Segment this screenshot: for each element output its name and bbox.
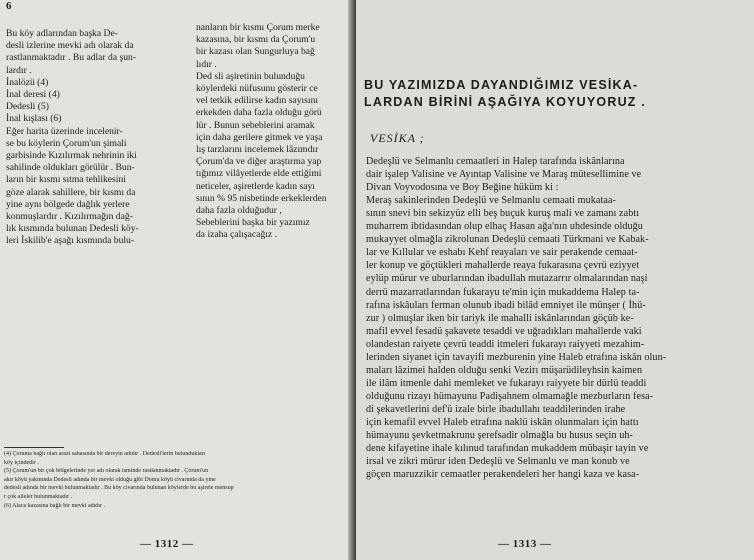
footnote-line: dedesli adında bir mevki bulunmaktadır . Bu köy civarında bulunan köylerde bu aşirete mensup [4, 485, 234, 492]
footnote-line: r çok aileler bulunmaktadır . [4, 494, 73, 500]
text-line: yine aynı bölgede dağlık yerlere [6, 198, 130, 210]
text-line: lış tarzlarını incelemek lâzımdır [196, 144, 319, 155]
text-line: neticeler, aşiretlerde kadın sayı [196, 180, 315, 192]
page-number-left: — 1312 — [140, 538, 194, 550]
text-line: di şekavetlerini def'ü izale birle ibadullahı teaddilerinden irahe [366, 403, 626, 415]
text-line: Çorum'da ve diğer araştırma yap [196, 156, 322, 168]
text-line: Ded sli aşiretinin bulunduğu [196, 70, 305, 82]
text-line: için kemafil evvel Haleb etrafına naklü iskân olunmaları için hattı [366, 417, 639, 428]
text-line: leri İskilib'e aşağı kısmında bulu- [6, 235, 135, 247]
text-line: olandestan raiyete çevrü teaddi itmeleri fukarayı raiyyeti mezahim- [366, 338, 645, 350]
text-line: sahilinde oldukları görülür . Bun- [6, 162, 135, 174]
page-corner-number: 6 [6, 0, 12, 12]
text-line: Bu köy adlarından başka De- [6, 28, 118, 39]
text-line: ların bir kısmı sıtma tehlikesini [6, 174, 126, 186]
text-line: konmuşlardır . Kızılırmağın dağ- [6, 211, 133, 222]
text-line: Dedesli (5) [6, 101, 49, 113]
text-line: se bu köylerin Çorum'un şimali [6, 137, 127, 149]
text-line: İnal kışlası (6) [6, 113, 62, 125]
text-line: olduğunu rizayı hümayunu Padişahnem olmamağle mezburların fesa- [366, 390, 654, 402]
text-line: Meraş sakinlerinden Dedeşlü ve Selmanlu cemaati mukataa- [366, 195, 617, 207]
page-number-right: — 1313 — [498, 538, 552, 550]
text-line: sının sneví bin sekizyüz elli beş buçuk kuruş mali ve zamanı zabtı [366, 208, 640, 220]
section-heading-line-2: LARDAN BİRİNİ AŞAĞIYA KOYUYORUZ . [364, 95, 646, 109]
vesika-label: VESİKA ; [370, 131, 425, 145]
text-line: lık kısmında bulunan Dedesli köy- [6, 223, 139, 235]
text-line: dene kifayetine ihale kılınud tarafından mukaddem mübaşir tayin ve [366, 443, 649, 455]
text-line: lıdır . [196, 58, 217, 70]
text-line: garbisinde Kızılırmak nehrinin iki [6, 150, 137, 161]
text-line: eylüp mürur ve uburlarından ibadullah mutazarrır olmalarından naşi [366, 273, 648, 285]
text-line: köylerdeki nüfusunu gösterir ce [196, 83, 318, 94]
text-line: Divan Voyvodosına ve Boy Beğine hüküm ki : [366, 182, 559, 194]
footnote-line: (4) Çoruma bağlı olan arazi sahasında bir dereyin adıdır . Dedesli'lerin bulundukları [4, 451, 206, 457]
text-line: vel tetkik edilirse kadın sayısını [196, 95, 319, 107]
text-line: sının % 95 nisbetinde erkeklerden [196, 192, 327, 204]
text-line: zur ) olmuşlar iken bir tariyk ile mahalli iskânlarından göçüb ke- [366, 312, 634, 324]
text-line: lar ve Kıllular ve eshabı Kehf reayaları ve sair perakende cemaat- [366, 247, 638, 259]
text-line: lür . Bunun sebeblerini aramak [196, 119, 315, 131]
text-line: lardır . [6, 64, 32, 76]
footnote-line: (6) Alaca kazasına bağlı bir mevki adıdır . [4, 502, 105, 509]
text-line: desli izlerine mevki adı olarak da [6, 40, 134, 52]
text-line: ile ilâm itmenle dahi memleket ve fukarayı raiyyete bir dürlü teaddi [366, 377, 647, 389]
text-line: rastlanmaktadır . Bu adlar da şun- [6, 52, 137, 64]
text-line: rafına iskâuları ferman olunub ibadi bilâd emniyet ile münşer ( İhü- [366, 299, 646, 311]
text-line: tığımız vilâyetlerde elde ettiğimi [196, 168, 322, 180]
text-line: daha fazla olduğudur , [196, 205, 282, 216]
text-line: göçen maruzzikir cemaatler perakendeleri her hangi kaza ve kasa- [366, 469, 640, 481]
text-line: maları lâzimei halden olduğu senki Vezirı müşarüdileyhsin kaimen [366, 364, 643, 376]
text-line: ler konup ve göçtükleri mahallerde reaya fukarasına çevrü eziyyet [366, 260, 640, 272]
text-line: mukayyet olmağla zikrolunan Dedeşlü cemaati Türkmani ve Kabak- [366, 234, 649, 246]
text-line: için daha gerilere gitmek ve yaşa [196, 131, 323, 143]
footnote-line: akır köyü yakınında Dedesli adında bir mevki olduğu gibi Domu köyü civarında da yine [4, 476, 216, 483]
text-line: İnalözü (4) [6, 76, 49, 88]
section-heading-line-1: BU YAZIMIZDA DAYANDIĞIMIZ VESİKA- [364, 78, 639, 92]
text-line: mafil evvel fesadü şakavete tesaddi ve uğradıkları mahallerde vaki [366, 325, 642, 337]
text-line: Dedeşlü ve Selmanlu cemaatleri in Halep tarafında iskânlarına [366, 156, 625, 167]
text-line: irsal ve zikri mürur iden Dedeşlü ve Selmanlu ve man konub ve [366, 456, 630, 468]
text-line: Sebeblerini başka bir yazımız [196, 217, 310, 229]
text-line: Eğer harita üzerinde incelenir- [6, 125, 123, 137]
text-line: muharrem ibtidasından olup elhaç Hasan ağa'nın uhdesinde olduğu [366, 221, 643, 233]
text-line: bir kazası olan Sungurluya bağ [196, 46, 315, 58]
right-page [356, 0, 754, 560]
text-line: hümayunu şevketmakrunu şerefsadir olmağla bu husus seçin uh- [366, 430, 633, 442]
text-line: lerinden siyanet için tavayifi mezburenin yine Haleb etrafına iskân olun- [366, 351, 667, 363]
left-page [0, 0, 352, 560]
text-line: kazasına, bir kısmı da Çorum'u [196, 34, 316, 46]
footnote-line: köy içindedir . [4, 459, 39, 466]
footnote-line: (5) Çorum'un bir çok bölgelerinde yer adı olarak isminde rastlanmaktadır . Çorum'un [4, 468, 209, 475]
text-line: derrü mazarratlarından fukarayu te'min için mukaddema Halep ta- [366, 286, 640, 298]
text-line: göze alarak sahillere, bir kısmı da [6, 186, 136, 198]
text-line: erkekden daha fazla olduğu görü [196, 107, 322, 119]
text-line: nanların bir kısmı Çorum merke [196, 22, 320, 33]
footnote-divider [4, 447, 64, 448]
text-line: İnal deresi (4) [6, 89, 60, 100]
text-line: dair işalep Valisine ve Ayıntap Valisine ve Maraş mütesellimine ve [366, 169, 642, 181]
text-line: da izaha çalışacağız . [196, 229, 277, 241]
